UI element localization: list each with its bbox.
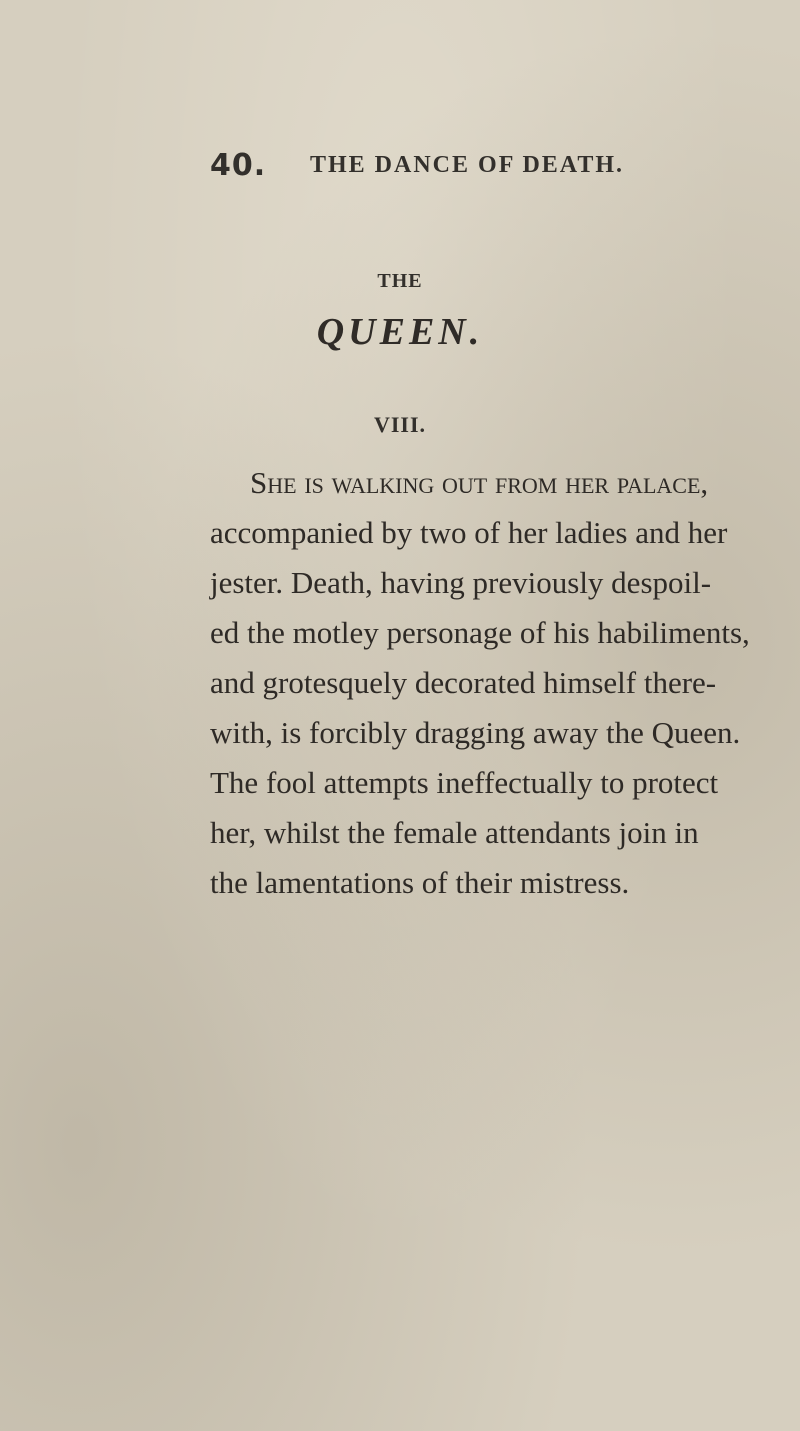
text-line: her, whilst the female attendants join in (210, 815, 699, 850)
description-paragraph (210, 458, 795, 908)
section-prefix: THE (377, 270, 423, 292)
text-line: jester. Death, having previously despoil- (210, 565, 712, 600)
text-line: the lamentations of their mistress. (210, 865, 630, 900)
text-line: accompanied by two of her ladies and her (210, 515, 728, 550)
section-numeral: VIII. (373, 412, 427, 437)
page-number: 40. (210, 148, 267, 183)
text-line: with, is forcibly dragging away the Queen. (210, 715, 741, 750)
text-line: ed the motley personage of his habiliments, (210, 615, 750, 650)
text-line: and grotesquely decorated himself there- (210, 665, 717, 700)
running-title: THE DANCE OF DEATH. (310, 152, 625, 178)
page-header (210, 148, 670, 188)
section-title: QUEEN. (316, 311, 484, 353)
text-line: The fool attempts ineffectually to protect (210, 765, 719, 800)
text-line: She is walking out from her palace, (250, 465, 709, 500)
